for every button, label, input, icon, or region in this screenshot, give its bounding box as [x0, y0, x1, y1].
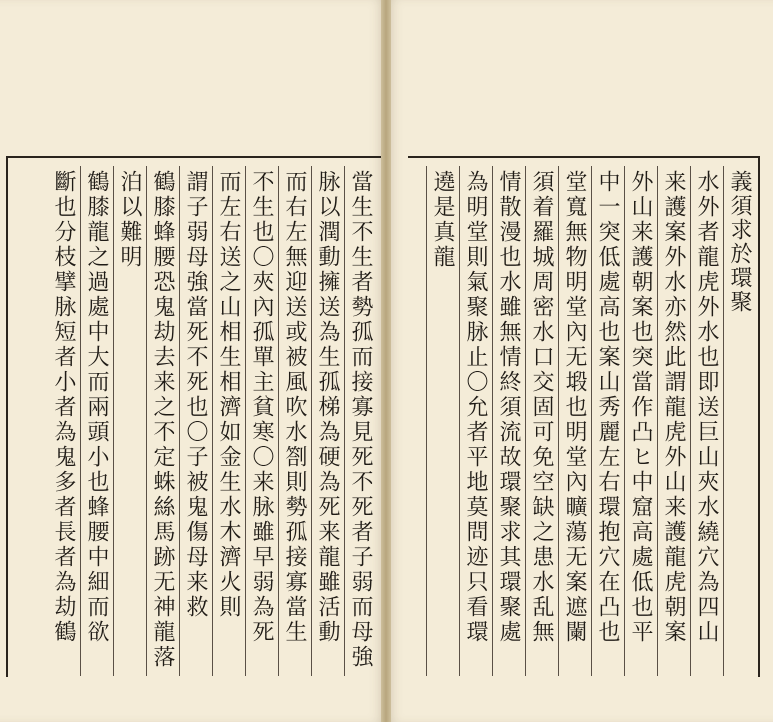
text-column: 鶴膝龍之過處中大而兩頭小也蜂腰中細而欲 [80, 166, 113, 676]
text-column: 中一突低處高也案山秀麗左右環抱穴在凸也 [591, 166, 624, 676]
text-column: 堂寬無物明堂內无塅也明堂內曠蕩无案遮闌 [558, 166, 591, 676]
text-column: 斷也分枝擘脉短者小者為鬼多者長者為劫鶴 [51, 170, 76, 645]
text-column: 脉以潤動擁送為生孤梯為硬為死来龍雖活動 [311, 166, 344, 676]
text-column: 水外者龍虎外水也即送巨山夾水繞穴為四山 [690, 166, 723, 676]
left-page-text-frame [6, 156, 381, 670]
text-column: 不生也〇夾內孤單主貧寒〇来脉雖早弱為死 [245, 166, 278, 676]
text-column: 鶴膝蜂腰恐鬼劫去来之不定蛛絲馬跡无神龍落 [146, 166, 179, 676]
right-frame-border [758, 157, 760, 677]
text-column: 泊以難明 [113, 166, 146, 676]
book-gutter [381, 0, 391, 722]
text-column: 情散漫也水雖無情終須流故環聚求其環聚處 [492, 166, 525, 676]
right-page-columns [426, 166, 756, 676]
text-column: 来護案外水亦然此謂龍虎外山来護龍虎朝案 [657, 166, 690, 676]
text-column: 須着羅城周密水口交固可免空缺之患水乱無 [525, 166, 558, 676]
left-frame-border [6, 157, 8, 677]
left-page-columns [47, 166, 377, 676]
text-column: 遶是真龍 [426, 166, 459, 676]
text-column: 外山来護朝案也突當作凸ヒ中窟高處低也平 [624, 166, 657, 676]
text-column: 謂子弱母強當死不死也〇子被鬼傷母来救 [179, 166, 212, 676]
right-page-text-frame [408, 156, 760, 645]
text-column: 而左右送之山相生相濟如金生水木濟火則 [212, 166, 245, 676]
text-column: 當生不生者勢孤而接寡見死不死者子弱而母強 [344, 166, 377, 676]
text-column: 而右左無迎送或被風吹水劄則勢孤接寡當生 [278, 166, 311, 676]
text-column: 為明堂則氣聚脉止〇允者平地莫問迹只看環 [459, 166, 492, 676]
text-column: 義須求於環聚 [723, 166, 756, 676]
